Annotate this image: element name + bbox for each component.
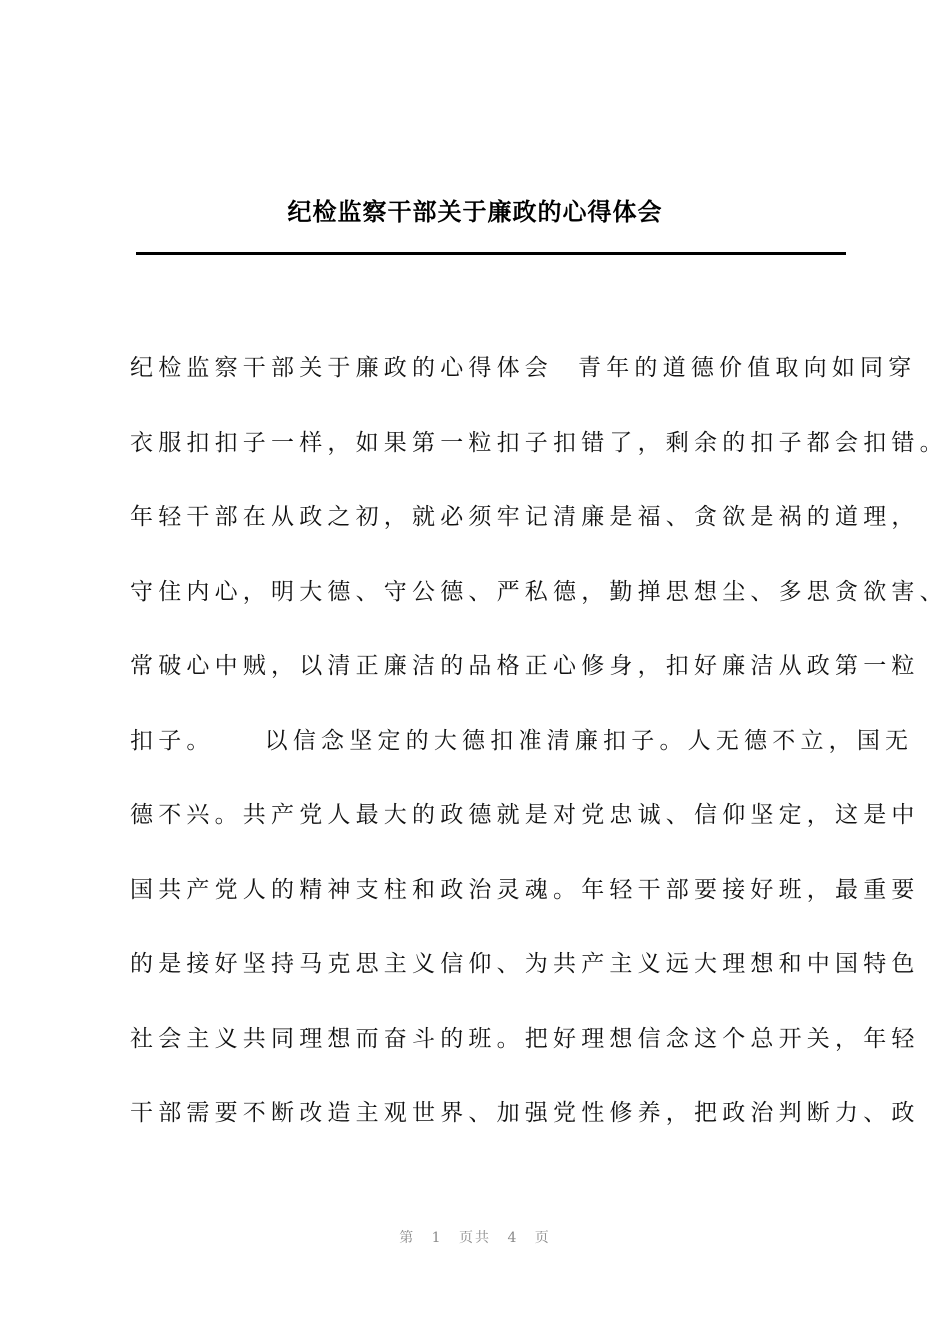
- document-title: 纪检监察干部关于廉政的心得体会: [287, 198, 663, 226]
- document-body: [130, 348, 948, 1168]
- body-line: 社会主义共同理想而奋斗的班。把好理想信念这个总开关，年轻: [130, 1025, 920, 1052]
- body-line: 常破心中贼，以清正廉洁的品格正心修身，扣好廉洁从政第一粒: [130, 653, 920, 679]
- body-line: 衣服扣扣子一样，如果第一粒扣子扣错了，剩余的扣子都会扣错。: [130, 429, 948, 456]
- body-line: 国共产党人的精神支柱和政治灵魂。年轻干部要接好班，最重要: [130, 876, 920, 903]
- body-line: 年轻干部在从政之初，就必须牢记清廉是福、贪欲是祸的道理，: [130, 504, 920, 530]
- body-line: 干部需要不断改造主观世界、加强党性修养，把政治判断力、政: [130, 1100, 920, 1126]
- body-line: 的是接好坚持马克思主义信仰、为共产主义远大理想和中国特色: [130, 951, 920, 977]
- body-line: 扣子。 以信念坚定的大德扣准清廉扣子。人无德不立，国无: [130, 727, 914, 754]
- page-number-footer: 第 1 页共 4 页: [399, 1230, 551, 1246]
- body-line: 守住内心，明大德、守公德、严私德，勤掸思想尘、多思贪欲害、: [130, 578, 948, 605]
- body-line: 纪检监察干部关于廉政的心得体会 青年的道德价值取向如同穿: [130, 355, 917, 381]
- title-underline-rule: [136, 252, 846, 255]
- body-line: 德不兴。共产党人最大的政德就是对党忠诚、信仰坚定，这是中: [130, 802, 920, 828]
